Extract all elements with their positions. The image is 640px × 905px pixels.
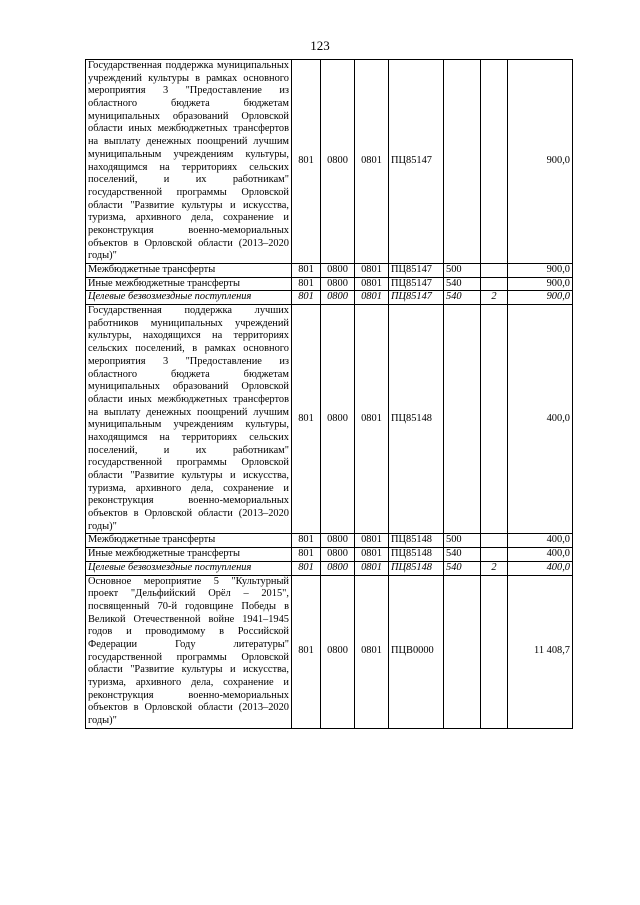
amount: 400,0 [508,534,573,548]
subsection-code: 0801 [355,561,389,575]
table-row [86,575,573,728]
subsection-code: 0801 [355,291,389,305]
section-code: 0800 [321,305,355,534]
table-row [86,277,573,291]
extra-code [481,575,508,728]
subsection-code: 0801 [355,534,389,548]
section-code: 0800 [321,561,355,575]
section-code: 0800 [321,575,355,728]
extra-code [481,548,508,562]
extra-code [481,277,508,291]
extra-code [481,305,508,534]
extra-code: 2 [481,291,508,305]
page-number: 123 [310,38,330,53]
target-article-code: ПЦ85147 [389,277,444,291]
subsection-code: 0801 [355,277,389,291]
budget-table [85,59,573,729]
row-name: Иные межбюджетные трансферты [86,548,292,562]
expense-type-code [444,60,481,264]
amount: 400,0 [508,548,573,562]
table-row [86,305,573,534]
extra-code: 2 [481,561,508,575]
section-code: 0800 [321,277,355,291]
grbs-code: 801 [292,548,321,562]
target-article-code: ПЦ85148 [389,548,444,562]
grbs-code: 801 [292,264,321,278]
table-row [86,264,573,278]
table-row [86,60,573,264]
section-code: 0800 [321,264,355,278]
row-name: Межбюджетные трансферты [86,534,292,548]
table-row [86,291,573,305]
subsection-code: 0801 [355,60,389,264]
extra-code [481,60,508,264]
expense-type-code [444,305,481,534]
section-code: 0800 [321,291,355,305]
target-article-code: ПЦ85148 [389,561,444,575]
subsection-code: 0801 [355,305,389,534]
target-article-code: ПЦ85148 [389,534,444,548]
table-row [86,534,573,548]
subsection-code: 0801 [355,575,389,728]
grbs-code: 801 [292,561,321,575]
grbs-code: 801 [292,60,321,264]
section-code: 0800 [321,534,355,548]
expense-type-code: 540 [444,561,481,575]
row-name: Основное мероприятие 5 "Культурный проект "Дельфийский Орёл – 2015", посвященный 70-й годовщине Победы в Великой Отечественной войне 1941–1945 годов и проводимому в Российской Федерации Году литературы" государственной программы Орловской области "Развитие культуры и искусства, туризма, архивного дела, сохранение и реконструкция военно-мемориальных объектов в Орловской области (2013–2020 годы)" [86,575,292,728]
target-article-code: ПЦ85148 [389,305,444,534]
row-name: Иные межбюджетные трансферты [86,277,292,291]
budget-table-body [86,60,573,729]
target-article-code: ПЦ85147 [389,264,444,278]
amount: 900,0 [508,60,573,264]
amount: 11 408,7 [508,575,573,728]
amount: 900,0 [508,264,573,278]
expense-type-code: 500 [444,264,481,278]
grbs-code: 801 [292,277,321,291]
grbs-code: 801 [292,305,321,534]
row-name: Межбюджетные трансферты [86,264,292,278]
row-name: Целевые безвозмездные поступления [86,561,292,575]
grbs-code: 801 [292,575,321,728]
section-code: 0800 [321,548,355,562]
target-article-code: ПЦ85147 [389,60,444,264]
amount: 400,0 [508,561,573,575]
row-name: Государственная поддержка муниципальных учреждений культуры в рамках основного мероприятия 3 "Предоставление из областного бюджета бюджетам муниципальных образований Орловской области иных межбюджетных трансфертов на выплату денежных поощрений лучшим муниципальным учреждениям культуры, находящимся на территориях сельских поселений, и их работникам" государственной программы Орловской области "Развитие культуры и искусства, туризма, архивного дела, сохранение и реконструкция военно-мемориальных объектов в Орловской области (2013–2020 годы)" [86,60,292,264]
row-name: Государственная поддержка лучших работников муниципальных учреждений культуры, находящихся на территориях сельских поселений, в рамках основного мероприятия 3 "Предоставление из областного бюджета бюджетам муниципальных образований Орловской области иных межбюджетных трансфертов на выплату денежных поощрений лучшим муниципальным учреждениям культуры, находящимся на территориях сельских поселений, и их работникам" государственной программы Орловской области "Развитие культуры и искусства, туризма, архивного дела, сохранение и реконструкция военно-мемориальных объектов в Орловской области (2013–2020 годы)" [86,305,292,534]
subsection-code: 0801 [355,264,389,278]
extra-code [481,264,508,278]
amount: 900,0 [508,277,573,291]
expense-type-code [444,575,481,728]
amount: 400,0 [508,305,573,534]
grbs-code: 801 [292,534,321,548]
target-article-code: ПЦВ0000 [389,575,444,728]
expense-type-code: 500 [444,534,481,548]
target-article-code: ПЦ85147 [389,291,444,305]
subsection-code: 0801 [355,548,389,562]
expense-type-code: 540 [444,277,481,291]
expense-type-code: 540 [444,291,481,305]
expense-type-code: 540 [444,548,481,562]
section-code: 0800 [321,60,355,264]
row-name: Целевые безвозмездные поступления [86,291,292,305]
grbs-code: 801 [292,291,321,305]
table-row [86,548,573,562]
amount: 900,0 [508,291,573,305]
extra-code [481,534,508,548]
table-row [86,561,573,575]
